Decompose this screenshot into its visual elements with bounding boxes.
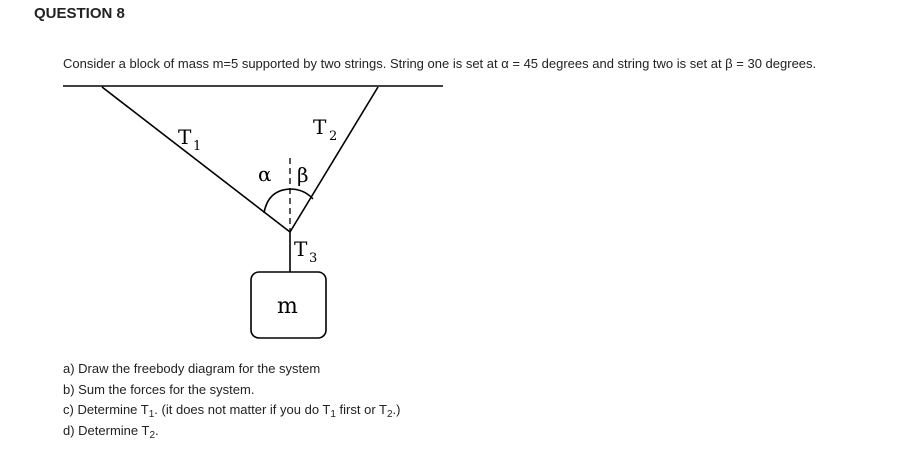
t2-subscript: 2 bbox=[329, 129, 338, 144]
beta-label: β bbox=[297, 163, 309, 187]
part-b: b) Sum the forces for the system. bbox=[63, 381, 255, 397]
string-two bbox=[290, 87, 378, 232]
part-d: d) Determine $T_2$. bbox=[63, 422, 159, 441]
t2-label: T bbox=[313, 115, 327, 139]
part-a: a) Draw the freebody diagram for the system bbox=[63, 361, 321, 376]
question-prompt: Consider a block of mass m=5 supported by two strings. String one is set at α = 45 degrees and string two is set at β = 30 degrees. bbox=[63, 56, 817, 71]
question-parts bbox=[63, 361, 401, 443]
mass-label: m bbox=[277, 294, 298, 319]
t1-label: T bbox=[178, 125, 192, 149]
string-one bbox=[102, 87, 290, 232]
t3-subscript: 3 bbox=[309, 251, 318, 266]
question-title: QUESTION 8 bbox=[34, 5, 125, 22]
t1-subscript: 1 bbox=[193, 139, 202, 154]
alpha-label: α bbox=[258, 162, 272, 186]
t3-label: T bbox=[294, 237, 308, 261]
angle-arc bbox=[264, 189, 313, 213]
part-c: c) Determine $T_1$. (it does not matter if you do $T_1$ first or $T_2$.) bbox=[63, 402, 401, 420]
